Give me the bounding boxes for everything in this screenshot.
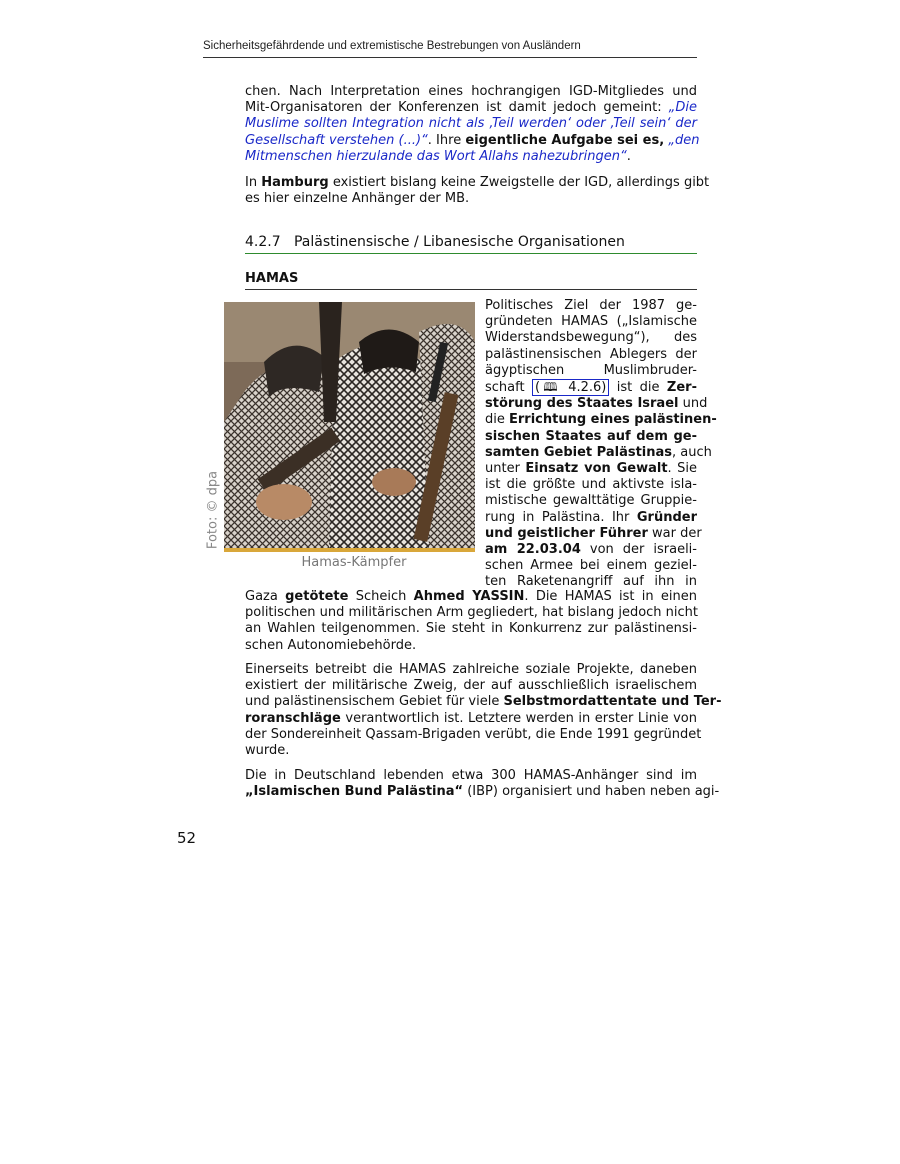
intro-text: . Ihre bbox=[427, 132, 466, 148]
text: und palästinensischem Gebiet für viele bbox=[245, 694, 504, 710]
section-title: Palästinensische / Libanesische Organisationen bbox=[293, 234, 625, 250]
text: unter bbox=[485, 461, 526, 477]
paragraph-projects bbox=[245, 662, 722, 759]
cross-reference-link[interactable]: (🕮 4.2.6) bbox=[532, 379, 609, 396]
text: verantwortlich ist. Letztere werden in erster Linie von bbox=[340, 710, 697, 726]
section-number: 4.2.7 bbox=[245, 234, 281, 250]
line: politischen und militärischen Arm gegliedert, hat bislang jedoch nicht bbox=[245, 605, 699, 621]
section-heading bbox=[245, 234, 697, 250]
line bbox=[485, 525, 702, 542]
quote: Mitmenschen hierzulande das Wort Allahs nahezubringen“ bbox=[245, 148, 627, 164]
text: ist die bbox=[609, 380, 667, 396]
line bbox=[245, 784, 720, 800]
text: und bbox=[678, 396, 708, 412]
bold-text: roranschläge bbox=[245, 710, 341, 726]
text: Widerstandsbewegung“), bbox=[485, 330, 650, 346]
text: von der israeli- bbox=[580, 542, 697, 558]
intro-line-2 bbox=[245, 100, 697, 116]
hamburg-line-1 bbox=[245, 175, 710, 191]
text: des bbox=[673, 330, 697, 346]
line bbox=[485, 379, 697, 396]
text: die bbox=[485, 412, 509, 428]
bold-text: am 22.03.04 bbox=[485, 542, 581, 558]
subsection-heading: HAMAS bbox=[245, 271, 299, 286]
text: In bbox=[245, 175, 262, 190]
line bbox=[485, 412, 717, 428]
quote: „den bbox=[668, 132, 700, 148]
intro-line-1: chen. Nach Interpretation eines hochrangigen IGD-Mitgliedes und bbox=[245, 84, 697, 99]
book-icon: 🕮 bbox=[540, 380, 561, 395]
photo-credit: Foto: © dpa bbox=[205, 470, 221, 550]
bold-text: Selbstmordattentate und Ter- bbox=[503, 694, 722, 710]
bold-text: Ahmed YASSIN bbox=[413, 589, 525, 604]
intro-text: . bbox=[626, 148, 631, 164]
subsection-rule bbox=[245, 289, 697, 290]
photo-illustration bbox=[224, 302, 475, 548]
running-header: Sicherheitsgefährdende und extremistische Bestrebungen von Ausländern bbox=[203, 40, 581, 52]
intro-paragraph bbox=[245, 84, 700, 165]
text: ägyptischen bbox=[485, 362, 565, 378]
bold-text: Einsatz von Gewalt bbox=[525, 461, 668, 477]
page-number: 52 bbox=[177, 829, 197, 847]
line: ten Raketenangriff auf ihn in bbox=[485, 574, 697, 590]
line: der Sondereinheit Qassam-Brigaden verübt, die Ende 1991 gegründet bbox=[245, 726, 702, 742]
bold-text: Hamburg bbox=[261, 175, 329, 190]
line bbox=[245, 711, 697, 727]
line bbox=[485, 542, 697, 558]
bold-text: Errichtung eines palästinen- bbox=[509, 412, 717, 428]
bold-text: störung des Staates Israel bbox=[485, 396, 679, 412]
line bbox=[245, 694, 722, 710]
line bbox=[485, 363, 697, 379]
intro-text: Mit-Organisatoren der Konferenzen ist damit jedoch gemeint: bbox=[245, 100, 669, 116]
figure-caption: Hamas-Kämpfer bbox=[301, 555, 407, 570]
side-text bbox=[485, 298, 717, 591]
bold-text: sischen Staates auf dem ge- bbox=[485, 428, 697, 444]
bold-text: samten Gebiet Palästinas bbox=[485, 444, 673, 460]
line bbox=[485, 396, 708, 412]
line bbox=[485, 461, 697, 477]
line: palästinensischen Ablegers der bbox=[485, 346, 697, 362]
text: schaft bbox=[485, 380, 532, 396]
bold-text: getötete bbox=[285, 589, 349, 604]
bold-text: Zer- bbox=[666, 380, 697, 396]
section-rule bbox=[245, 253, 697, 254]
text: rung in Palästina. Ihr bbox=[485, 509, 637, 525]
text: (IBP) organisiert und haben neben agi- bbox=[463, 784, 720, 800]
text: , auch bbox=[672, 444, 712, 460]
line: an Wahlen teilgenommen. Sie steht in Konkurrenz zur palästinensi- bbox=[245, 621, 697, 637]
line bbox=[485, 330, 697, 346]
intro-line-4 bbox=[245, 132, 700, 149]
line: schen Armee bei einem geziel- bbox=[485, 558, 697, 574]
bold-text: „Islamischen Bund Palästina“ bbox=[245, 784, 464, 800]
line: Einerseits betreibt die HAMAS zahlreiche soziale Projekte, daneben bbox=[245, 662, 697, 677]
quote: Gesellschaft verstehen (...)“ bbox=[245, 132, 428, 148]
line: schen Autonomiebehörde. bbox=[245, 637, 417, 653]
line bbox=[485, 429, 697, 445]
intro-bold: eigentliche Aufgabe sei es, bbox=[465, 132, 665, 148]
line: mistische gewalttätige Gruppie- bbox=[485, 493, 697, 509]
text: existiert bislang keine Zweigstelle der IGD, allerdings gibt bbox=[328, 175, 710, 190]
bold-text: und geistlicher Führer bbox=[485, 525, 648, 541]
text: . Sie bbox=[667, 461, 697, 477]
continuation-paragraph bbox=[245, 589, 697, 654]
hamburg-paragraph bbox=[245, 175, 710, 207]
text: war der bbox=[647, 525, 702, 541]
header-rule bbox=[203, 57, 697, 58]
line: gründeten HAMAS („Islamische bbox=[485, 314, 697, 330]
line bbox=[485, 444, 712, 461]
reference-number: 4.2.6 bbox=[568, 380, 602, 396]
intro-line-5 bbox=[245, 149, 697, 165]
line: ist die größte und aktivste isla- bbox=[485, 477, 697, 493]
line: wurde. bbox=[245, 743, 290, 759]
line bbox=[245, 589, 697, 605]
photo-bar bbox=[224, 548, 475, 552]
hamburg-line-2: es hier einzelne Anhänger der MB. bbox=[245, 191, 470, 207]
line: existiert der militärische Zweig, der auf ausschließlich israelischem bbox=[245, 678, 697, 694]
quote-line: Muslime sollten Integration nicht als ‚Teil werden‘ oder ‚Teil sein‘ der bbox=[245, 116, 697, 132]
text: . Die HAMAS ist in einen bbox=[524, 589, 697, 604]
line: Die in Deutschland lebenden etwa 300 HAMAS-Anhänger sind im bbox=[245, 768, 697, 783]
line: Politisches Ziel der 1987 ge- bbox=[485, 298, 697, 313]
paragraph-germany bbox=[245, 768, 720, 800]
bold-text: Gründer bbox=[636, 509, 697, 525]
line bbox=[485, 510, 697, 526]
text: Scheich bbox=[348, 589, 414, 604]
text: Gaza bbox=[245, 589, 286, 604]
hamas-photo bbox=[224, 302, 475, 548]
quote: „Die bbox=[668, 100, 697, 116]
text: Muslimbruder- bbox=[603, 362, 697, 378]
